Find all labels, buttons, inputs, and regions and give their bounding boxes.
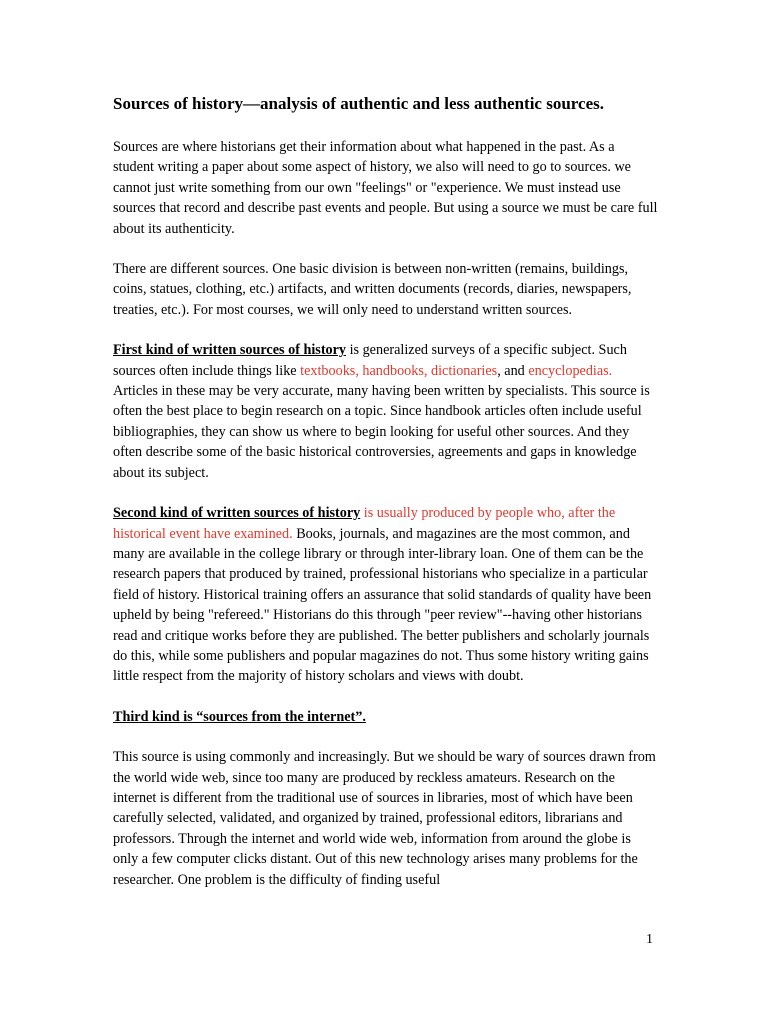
paragraph-source-division: There are different sources. One basic division is between non-written (remains, buildings, coins, statues, clothing, etc.) artifacts, and written documents (records, diaries, newspapers, treaties, etc.). For most courses, we will only need to understand written sources. xyxy=(113,261,632,318)
page-content xyxy=(113,93,658,910)
paragraph-second-kind xyxy=(113,503,658,687)
second-kind-heading: Second kind of written sources of history xyxy=(113,505,361,522)
first-kind-highlight-a: textbooks, handbooks, dictionaries xyxy=(300,362,498,379)
first-kind-highlight-b: encyclopedias. xyxy=(528,362,613,379)
document-title: Sources of history—analysis of authentic and less authentic sources. xyxy=(113,94,604,113)
paragraph-first-kind xyxy=(113,340,658,483)
paragraph-intro: Sources are where historians get their information about what happened in the past. As a student writing a paper about some aspect of history, we also will need to go to sources. we cannot just write something from our own "feelings" or "experience. We must instead use sources that record and describe past events and people. But using a source we must be care full about its authenticity. xyxy=(113,139,658,237)
paragraph-internet-sources: This source is using commonly and increasingly. But we should be wary of sources drawn from the world wide web, since too many are produced by reckless amateurs. Research on the internet is different from the traditional use of sources in libraries, most of which have been carefully selected, validated, and organized by trained, professional editors, librarians and professors. Through the internet and world wide web, information from around the globe is only a few computer clicks distant. Out of this new technology arises many problems for the researcher. One problem is the difficulty of finding useful xyxy=(113,749,656,888)
second-kind-text: Books, journals, and magazines are the most common, and many are available in the college library or through inter-library loan. One of them can be the research papers that produced by trained, professional historians who specialize in a particular field of history. Historical training offers an assurance that solid standards of quality have been upheld by being "refereed." Historians do this through "peer review"--having other historians read and critique works before they are published. The better publishers and scholarly journals do this, while some publishers and popular magazines do not. Thus some history writing gains little respect from the majority of history scholars and views with doubt. xyxy=(113,525,652,685)
second-kind-highlight: is usually produced by people who, after the historical event have examined. xyxy=(113,505,616,542)
first-kind-text-c: Articles in these may be very accurate, many having been written by specialists. This source is often the best place to begin research on a topic. Since handbook articles often include useful bibliographies, they can show us where to begin looking for useful other sources. And they often describe some of the basic historical controversies, agreements and gaps in knowledge about its subject. xyxy=(113,383,650,481)
third-kind-heading: Third kind is “sources from the internet”. xyxy=(113,708,366,725)
first-kind-text-b: , and xyxy=(497,362,529,379)
page-number: 1 xyxy=(646,932,653,947)
first-kind-text-a: is generalized surveys of a specific subject. Such sources often include things like xyxy=(113,342,627,379)
first-kind-heading: First kind of written sources of history xyxy=(113,342,347,359)
